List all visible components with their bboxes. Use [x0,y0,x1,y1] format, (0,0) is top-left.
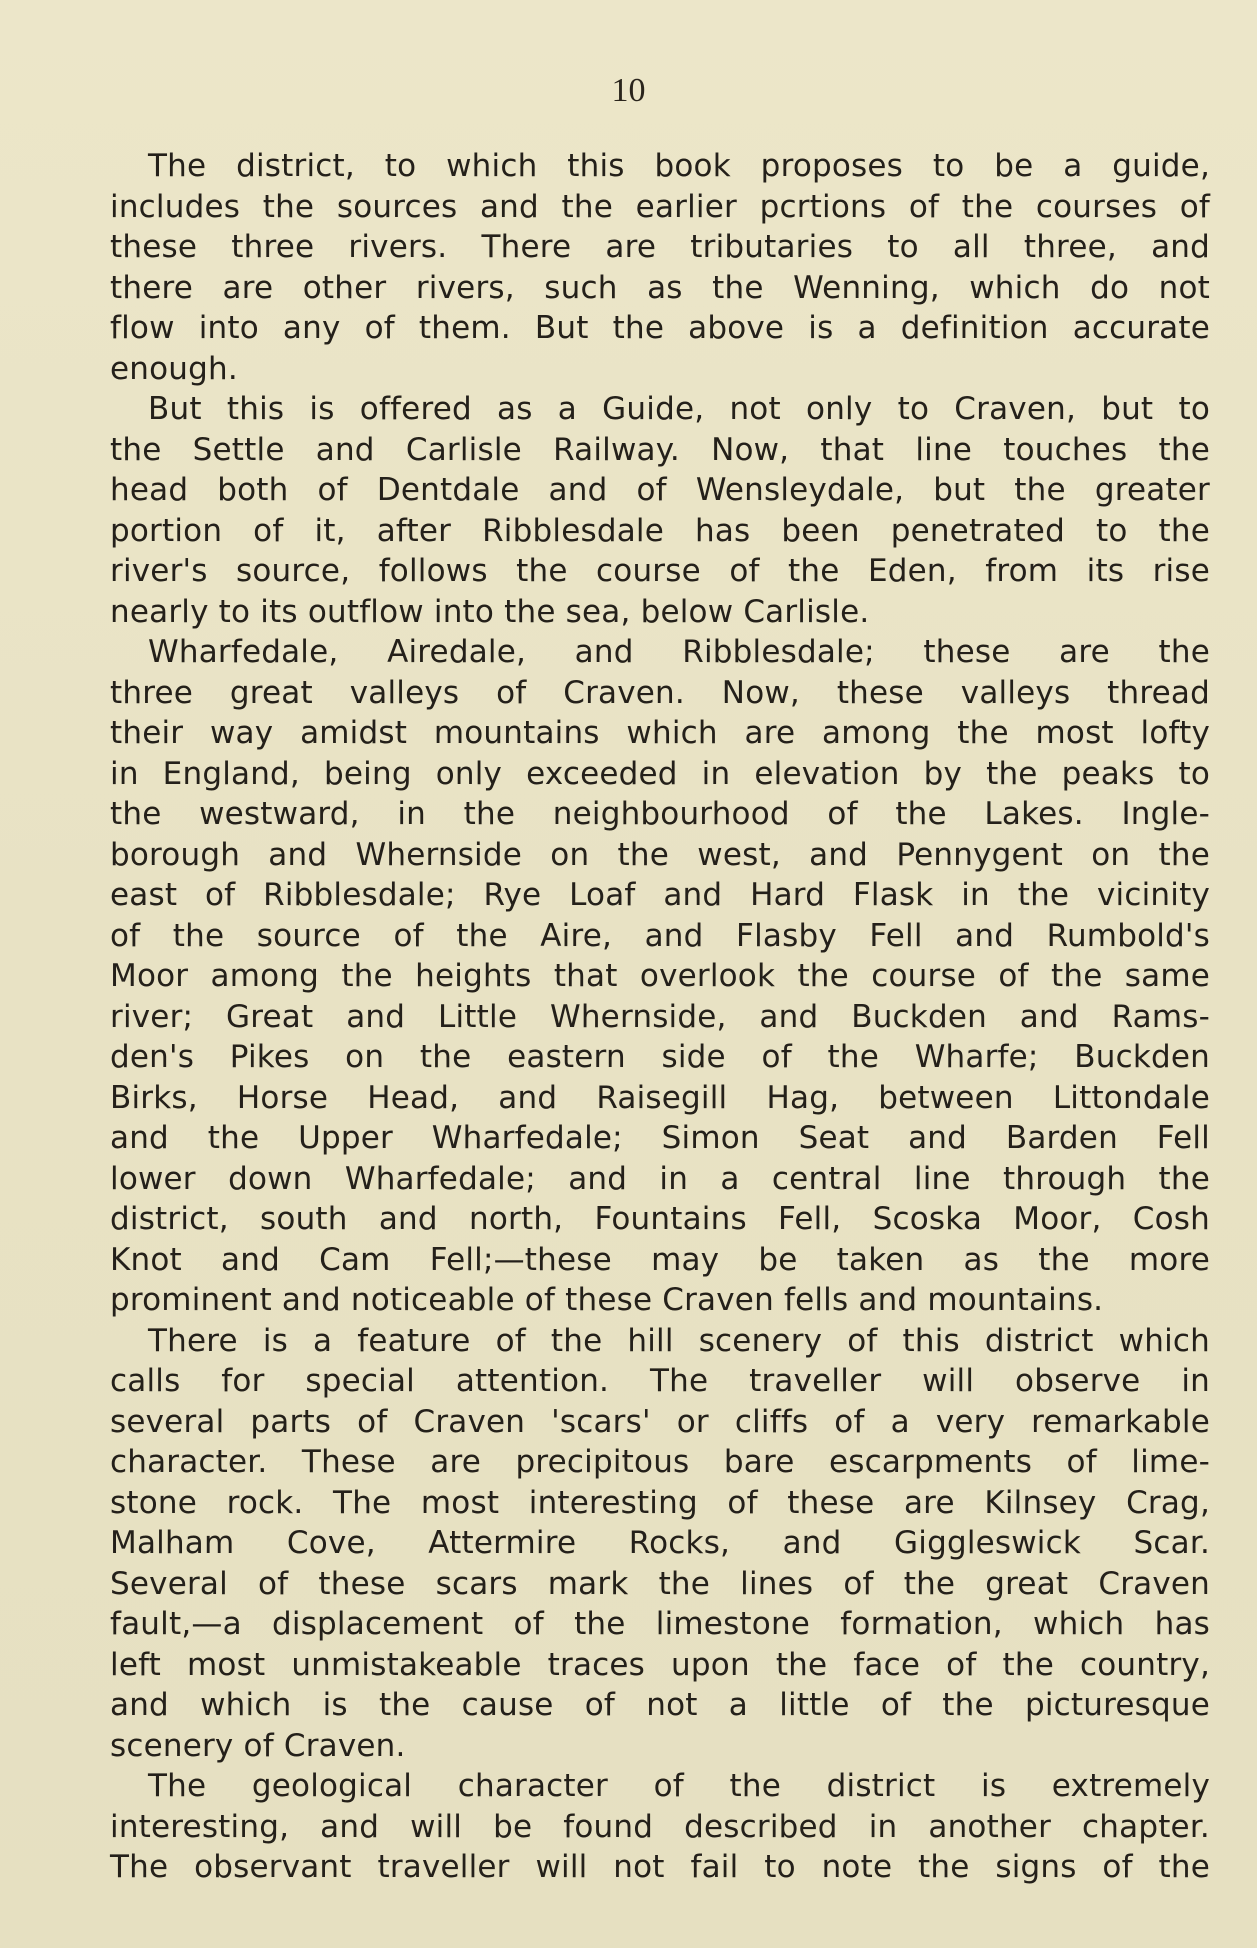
text-line: stone rock. The most interesting of these are Kilnsey Crag, [110,1484,1210,1521]
text-line: includes the sources and the earlier pcrtions of the courses of [110,188,1210,225]
text-line: several parts of Craven 'scars' or cliffs of a very remarkable [110,1403,1210,1440]
text-line: Birks, Horse Head, and Raisegill Hag, between Littondale [110,1079,1210,1116]
text-line: Several of these scars mark the lines of the great Craven [110,1565,1210,1602]
text-line: enough. [110,350,238,387]
text-line: prominent and noticeable of these Craven fells and mountains. [110,1282,1104,1318]
text-line: in England, being only exceeded in elevation by the peaks to [110,755,1210,792]
text-line: there are other rivers, such as the Wenning, which do not [110,269,1210,306]
text-line: The district, to which this book proposes to be a guide, [148,148,1210,184]
text-line: portion of it, after Ribblesdale has been penetrated to the [110,512,1210,549]
text-line: Malham Cove, Attermire Rocks, and Giggleswick Scar. [110,1525,1210,1561]
text-line: the westward, in the neighbourhood of the Lakes. Ingle- [110,796,1210,832]
text-line: river; Great and Little Whernside, and Buckden and Rams- [110,998,1210,1035]
text-line: The observant traveller will not fail to note the signs of the [110,1849,1210,1885]
page-number: 10 [611,72,646,109]
text-line: fault,—a displacement of the limestone formation, which has [110,1606,1210,1642]
text-line: and which is the cause of not a little of the picturesque [110,1687,1210,1723]
text-line: east of Ribblesdale; Rye Loaf and Hard Flask in the vicinity [110,877,1210,913]
text-line: The geological character of the district is extremely [148,1768,1210,1804]
text-line: There is a feature of the hill scenery of this district which [148,1322,1210,1359]
text-line: and the Upper Wharfedale; Simon Seat and Barden Fell [110,1120,1210,1156]
text-line: den's Pikes on the eastern side of the Wharfe; Buckden [110,1039,1210,1075]
text-line: head both of Dentdale and of Wensleydale, but the greater [110,472,1210,508]
text-line: character. These are precipitous bare escarpments of lime- [110,1444,1210,1480]
text-line: these three rivers. There are tributaries to all three, and [110,229,1210,265]
text-line: three great valleys of Craven. Now, these valleys thread [110,674,1210,711]
text-line: their way amidst mountains which are among the most lofty [110,715,1210,751]
text-line: of the source of the Aire, and Flasby Fell and Rumbold's [110,917,1210,954]
body-text [110,146,1210,1888]
text-line: Knot and Cam Fell;—these may be taken as the more [110,1241,1210,1278]
text-line: scenery of Craven. [110,1727,406,1764]
text-line: calls for special attention. The traveller will observe in [110,1363,1210,1399]
text-line: But this is offered as a Guide, not only to Craven, but to [148,391,1210,427]
text-line: interesting, and will be found described in another chapter. [110,1808,1210,1845]
text-line: left most unmistakeable traces upon the face of the country, [110,1646,1210,1683]
text-line: the Settle and Carlisle Railway. Now, that line touches the [110,431,1210,468]
text-line: Moor among the heights that overlook the course of the same [110,958,1210,994]
text-line: borough and Whernside on the west, and Pennygent on the [110,836,1210,873]
text-line: Wharfedale, Airedale, and Ribblesdale; these are the [148,634,1210,670]
text-line: district, south and north, Fountains Fell, Scoska Moor, Cosh [110,1201,1210,1237]
text-line: river's source, follows the course of the Eden, from its rise [110,553,1210,589]
text-line: flow into any of them. But the above is a definition accurate [110,310,1210,346]
text-line: lower down Wharfedale; and in a central line through the [110,1160,1210,1197]
text-line: nearly to its outflow into the sea, below Carlisle. [110,593,870,630]
